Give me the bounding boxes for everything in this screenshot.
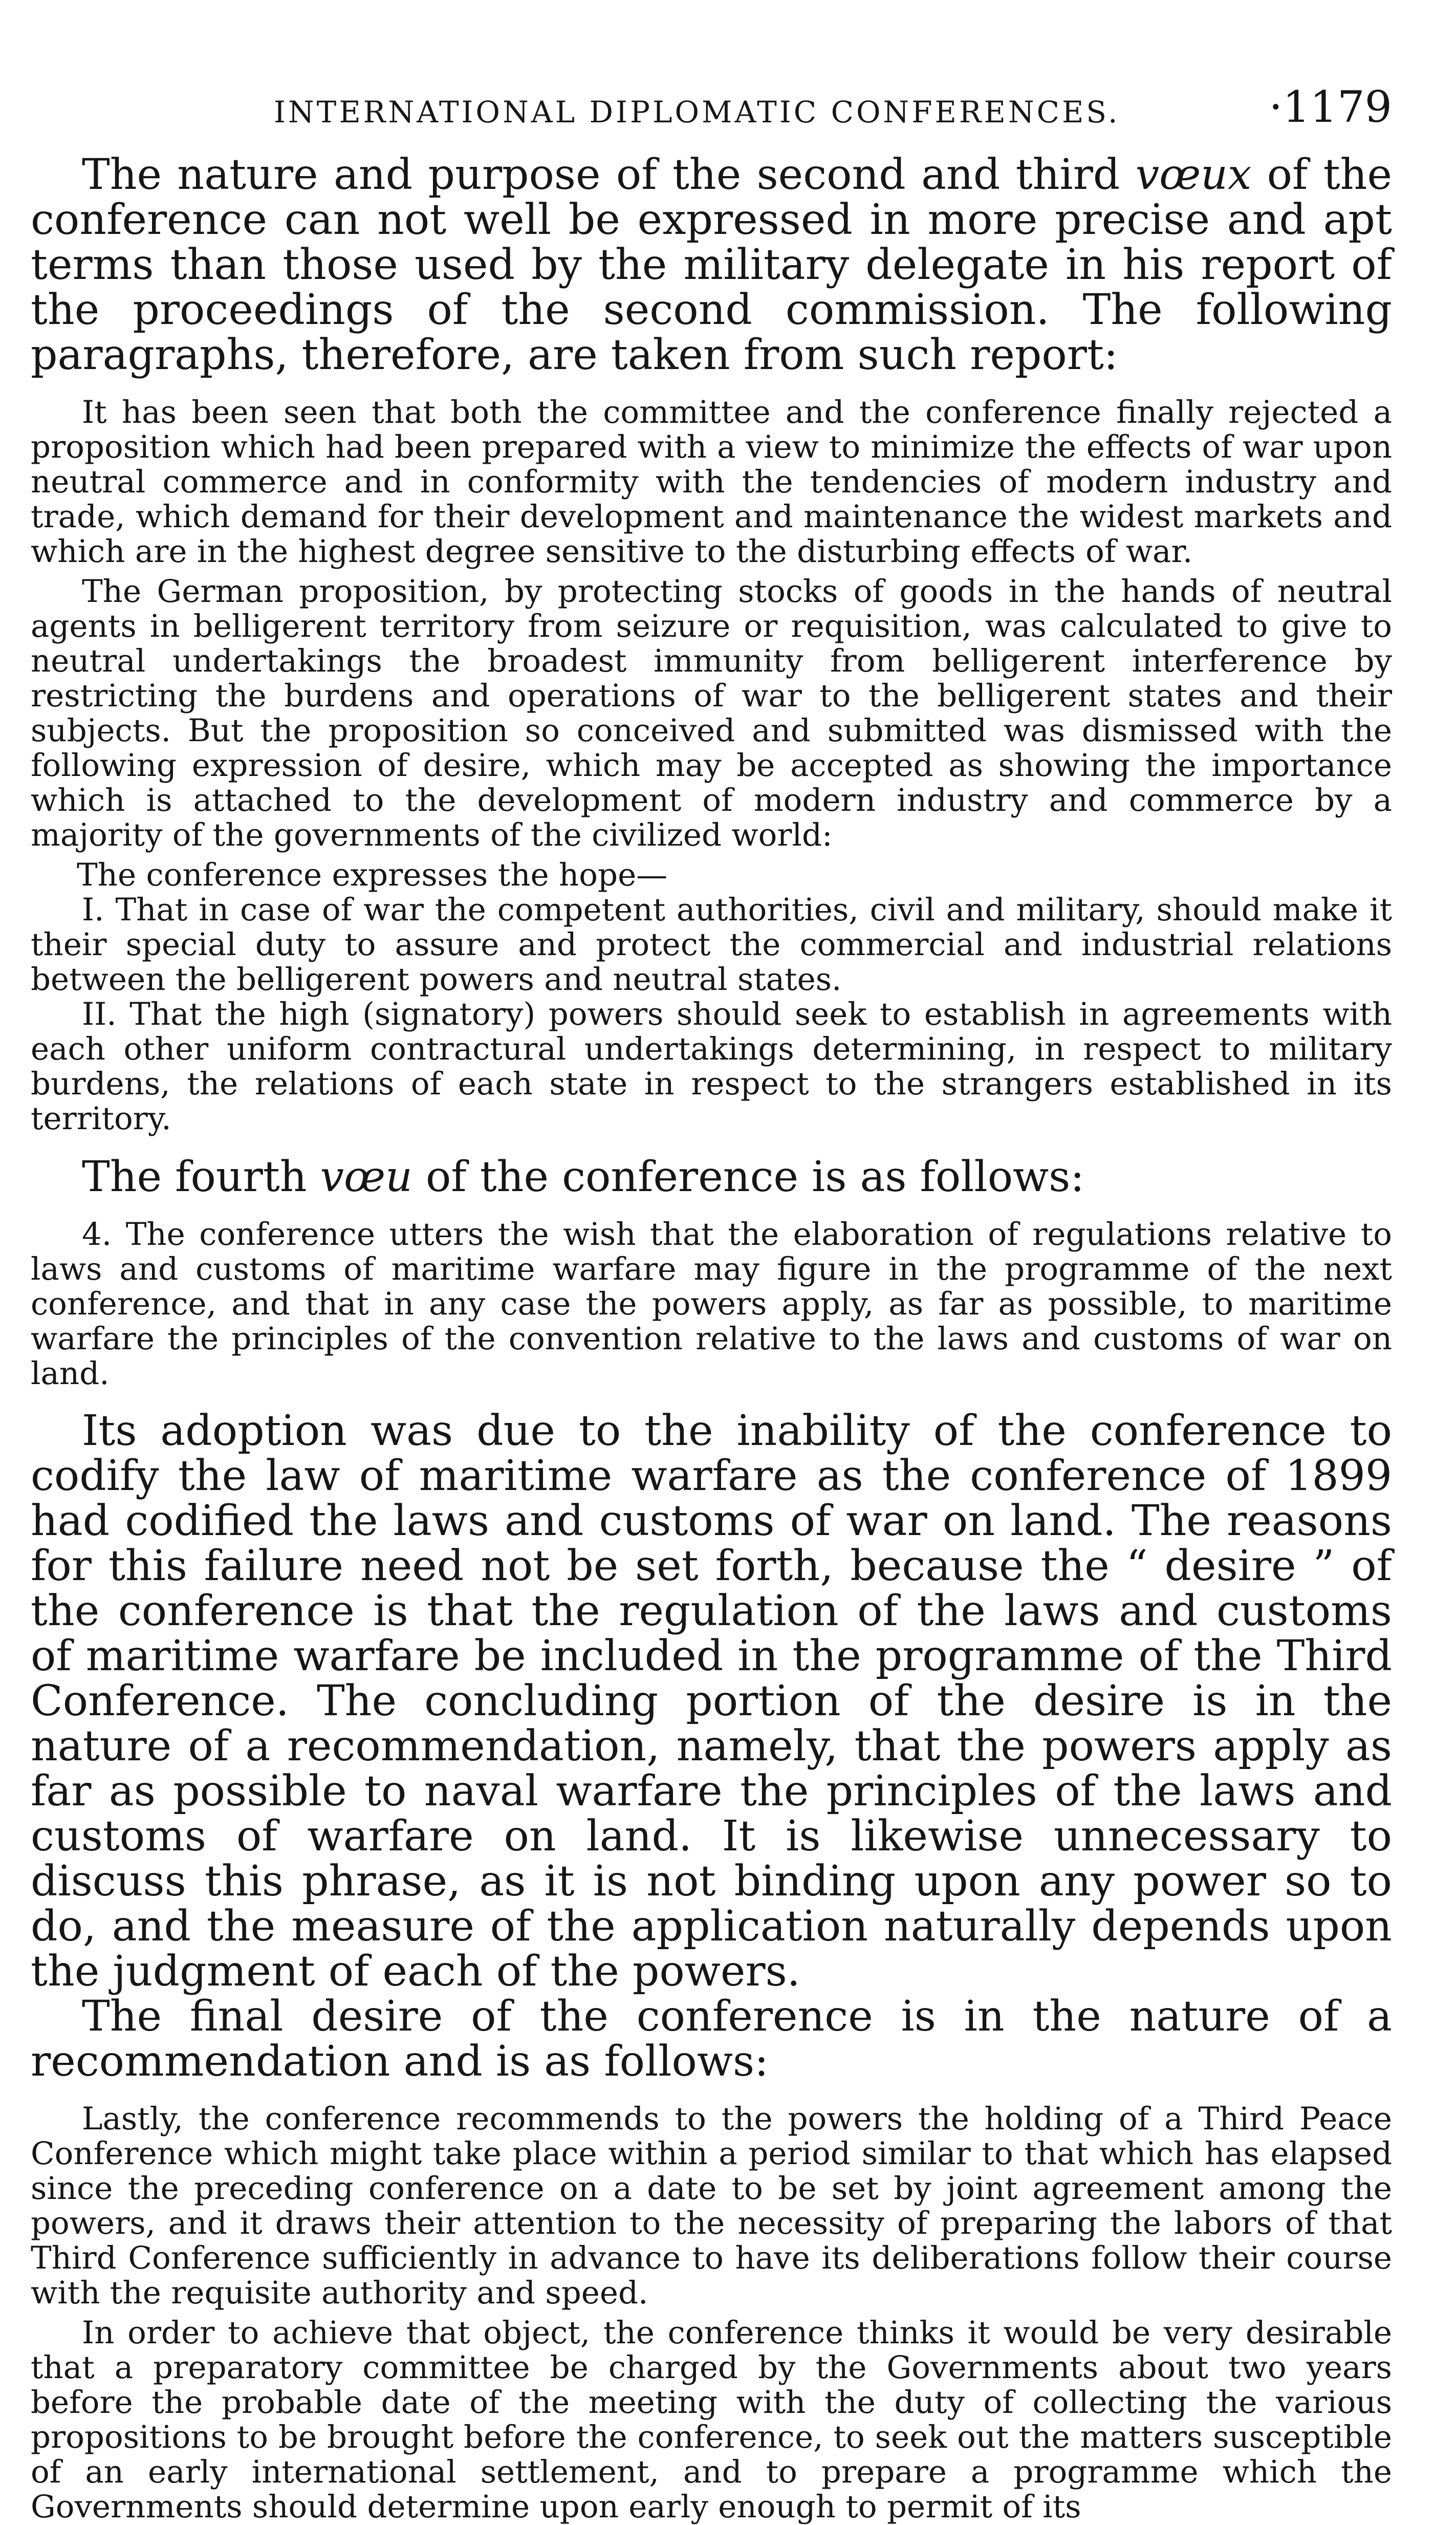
fourth-voeu-text-end: of the conference is as follows:	[412, 1153, 1084, 1201]
italic-voeux: vœux	[1135, 150, 1252, 199]
excerpt-hope-heading: The conference expresses the hope—	[77, 857, 668, 893]
final-desire-paragraph-2: In order to achieve that object, the conference thinks it would be very desirable that a preparatory committee be charged by the Governments about two years before the probable date of the meeting with the duty of collecting the various propositions to be brought before the conference, to seek out the matters susceptible of an early international settlement, and to prepare a programme which the Governments should determine upon early enough to permit of its	[31, 2315, 1392, 2525]
running-head: INTERNATIONAL DIPLOMATIC CONFERENCES.	[274, 95, 1120, 130]
fourth-voeu-quote: 4. The conference utters the wish that the elaboration of regulations relative to laws and customs of maritime warfare may figure in the programme of the next conference, and that in any case the powers apply, as far as possible, to maritime warfare the principles of the convention relative to the laws and customs of war on land.	[31, 1216, 1392, 1392]
final-desire-intro: The final desire of the conference is in the nature of a recommendation and is as follows:	[31, 1992, 1392, 2086]
italic-voeu: vœu	[320, 1153, 412, 1201]
excerpt-paragraph-1: It has been seen that both the committee and the conference finally rejected a proposition which had been prepared with a view to minimize the effects of war upon neutral commerce and in conformity with the tendencies of modern industry and trade, which demand for their development and maintenance the widest markets and which are in the highest degree sensitive to the disturbing effects of war.	[31, 394, 1392, 570]
page-number: ·1179	[1269, 82, 1392, 132]
excerpt-item-i: I. That in case of war the competent authorities, civil and military, should make it their special duty to assure and protect the commercial and industrial relations between the belligerent powers and neutral states.	[31, 892, 1392, 998]
excerpt-paragraph-2: The German proposition, by protecting stocks of goods in the hands of neutral agents in belligerent territory from seizure or requisition, was calculated to give to neutral undertakings the broadest immunity from belligerent interference by restricting the burdens and operations of war to the belligerent states and their subjects. But the proposition so conceived and submitted was dismissed with the following expression of desire, which may be accepted as showing the importance which is attached to the development of modern industry and commerce by a majority of the governments of the civilized world:	[31, 573, 1392, 853]
final-desire-paragraph-1: Lastly, the conference recommends to the powers the holding of a Third Peace Conference which might take place within a period similar to that which has elapsed since the preceding conference on a date to be set by joint agreement among the powers, and it draws their attention to the necessity of preparing the labors of that Third Conference sufficiently in advance to have its deliberations follow their course with the requisite authority and speed.	[31, 2101, 1392, 2311]
fourth-voeu-heading	[31, 1155, 1392, 1200]
adoption-discussion: Its adoption was due to the inability of the conference to codify the law of maritime warfare as the conference of 1899 had codified the laws and customs of war on land. The reasons for this failure need not be set forth, because the “ desire ” of the conference is that the regulation of the laws and customs of maritime warfare be included in the programme of the Third Conference. The concluding portion of the desire is in the nature of a recommendation, namely, that the powers apply as far as possible to naval warfare the principles of the laws and customs of warfare on land. It is likewise unnecessary to discuss this phrase, as it is not binding upon any power so to do, and the measure of the application naturally depends upon the judgment of each of the powers.	[31, 1407, 1392, 1996]
report-excerpt	[31, 395, 1392, 1136]
final-desire-quote	[31, 2102, 1392, 2524]
intro-paragraph	[31, 150, 1392, 379]
excerpt-item-ii: II. That the high (signatory) powers should seek to establish in agreements with each other uniform contractural undertakings determining, in respect to military burdens, the relations of each state in respect to the strangers established in its territory.	[31, 996, 1392, 1137]
intro-text-end: of the conference can not well be expressed in more precise and apt terms than those used by the military delegate in his report of the proceedings of the second commission. The following paragraphs, therefore, are taken from such report:	[31, 150, 1392, 379]
page-content	[31, 82, 1392, 2524]
fourth-voeu-text-start: The fourth	[82, 1153, 320, 1201]
intro-text-start: The nature and purpose of the second and third	[82, 150, 1136, 199]
page-header	[31, 82, 1392, 143]
